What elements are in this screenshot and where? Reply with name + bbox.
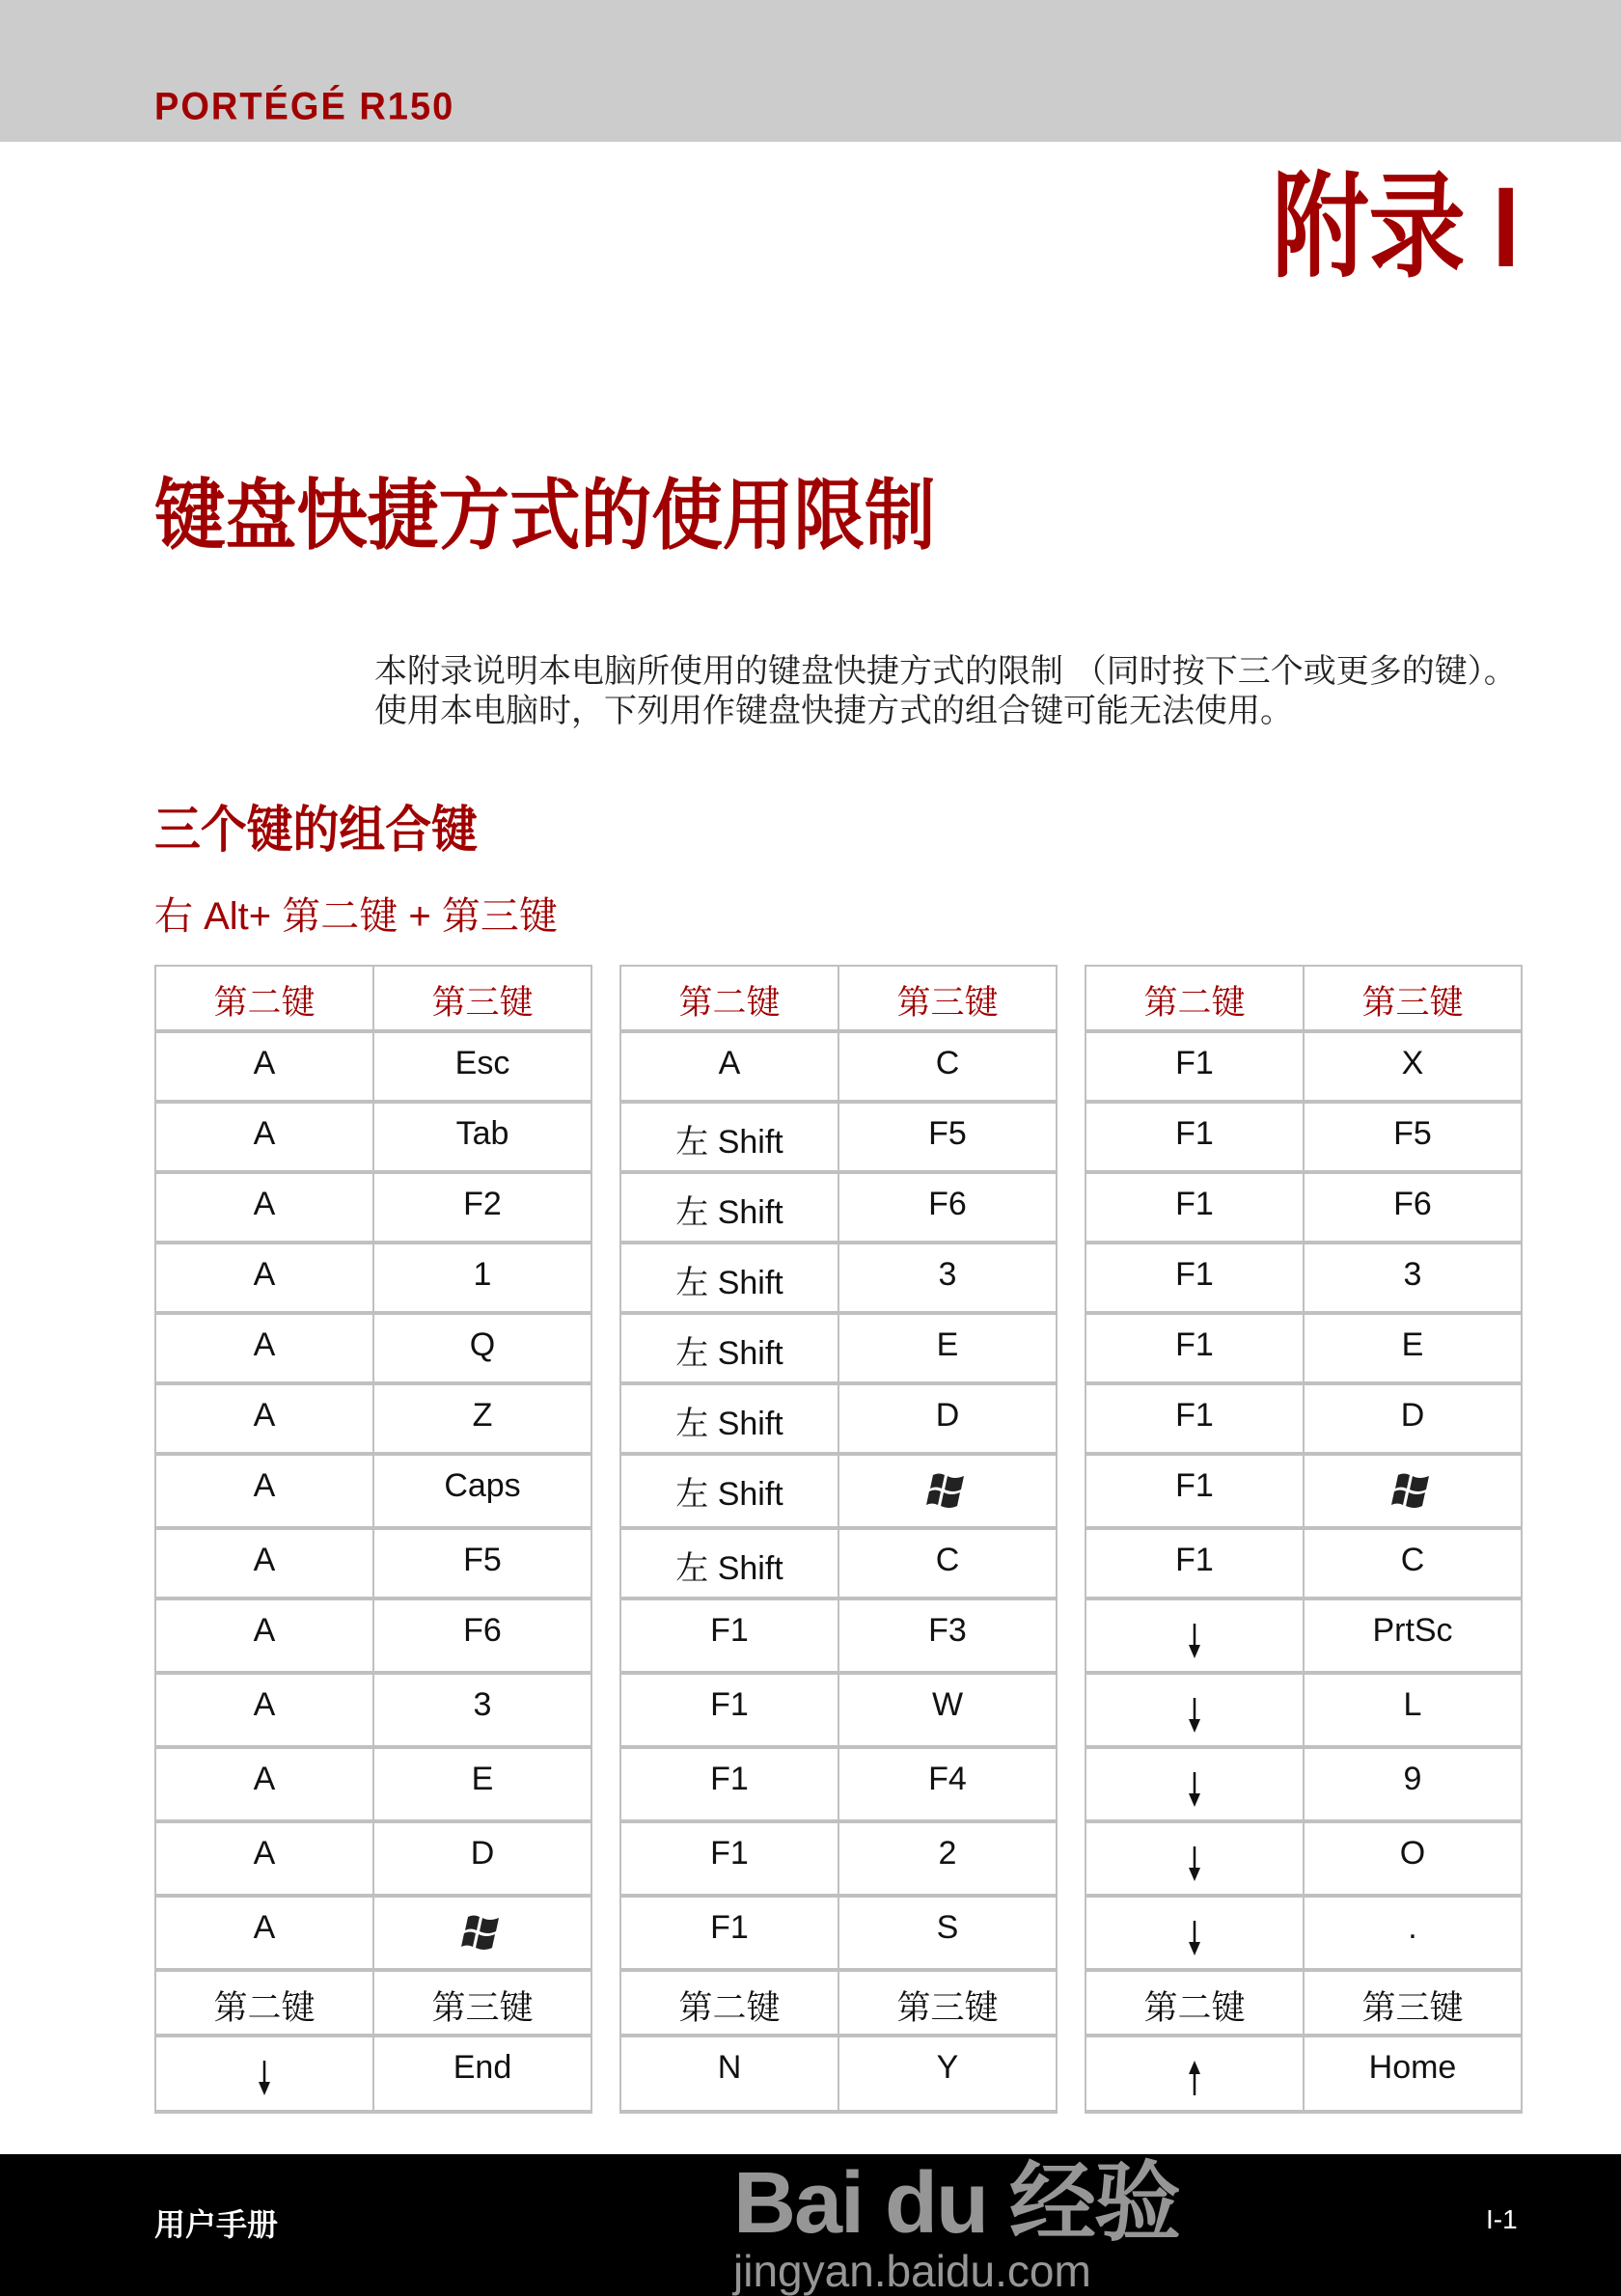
key-cell: 2	[838, 1821, 1057, 1896]
header-row	[155, 1970, 591, 2036]
key-cell: F6	[838, 1172, 1057, 1243]
key-cell	[1085, 1673, 1304, 1747]
key-cell: F1	[1085, 1243, 1304, 1313]
down-arrow-icon	[1185, 1631, 1204, 1668]
key-cell: F2	[373, 1172, 591, 1243]
table-row	[155, 1383, 591, 1454]
key-cell: A	[155, 1031, 373, 1102]
key-cell: E	[1304, 1313, 1522, 1383]
table-row	[1085, 1031, 1522, 1102]
key-cell: F1	[1085, 1383, 1304, 1454]
key-cell: N	[620, 2036, 838, 2112]
shortcut-table-3	[1085, 965, 1523, 2114]
key-cell: D	[838, 1383, 1057, 1454]
key-cell: 左 Shift	[620, 1102, 838, 1172]
column-header: 第二键	[155, 966, 373, 1031]
table-row	[620, 1243, 1057, 1313]
table-row	[155, 1031, 591, 1102]
key-cell	[1085, 2036, 1304, 2112]
table-row	[1085, 1599, 1522, 1673]
table-row	[155, 1747, 591, 1821]
column-header: 第三键	[1304, 1970, 1522, 2036]
key-cell: 左 Shift	[620, 1243, 838, 1313]
table-row	[620, 1821, 1057, 1896]
key-cell: F6	[373, 1599, 591, 1673]
down-arrow-icon	[255, 2068, 274, 2105]
key-cell	[1085, 1821, 1304, 1896]
key-cell	[1085, 1599, 1304, 1673]
key-cell	[1304, 1454, 1522, 1528]
key-cell: .	[1304, 1896, 1522, 1970]
subsection-heading: 右 Alt+ 第二键 + 第三键	[154, 895, 558, 938]
key-cell: 左 Shift	[620, 1383, 838, 1454]
key-cell: F1	[1085, 1031, 1304, 1102]
table-row	[155, 1896, 591, 1970]
watermark-url: jingyan.baidu.com	[733, 2246, 1091, 2296]
key-cell: A	[155, 1383, 373, 1454]
key-cell: 左 Shift	[620, 1172, 838, 1243]
table-row	[620, 1031, 1057, 1102]
column-header: 第三键	[373, 1970, 591, 2036]
table-row	[1085, 1383, 1522, 1454]
table-row	[1085, 1313, 1522, 1383]
brand-name: PORTÉGÉ R150	[154, 85, 455, 129]
key-cell: 左 Shift	[620, 1313, 838, 1383]
key-cell: Tab	[373, 1102, 591, 1172]
table-row	[1085, 1528, 1522, 1599]
table-row	[620, 1313, 1057, 1383]
column-header: 第二键	[155, 1970, 373, 2036]
footer-manual-label: 用户手册	[154, 2207, 279, 2242]
key-cell: F1	[620, 1821, 838, 1896]
table-row	[1085, 1172, 1522, 1243]
column-header: 第三键	[838, 1970, 1057, 2036]
table-row	[620, 2036, 1057, 2112]
key-cell: 9	[1304, 1747, 1522, 1821]
table-row	[155, 1821, 591, 1896]
key-cell: 左 Shift	[620, 1528, 838, 1599]
table-row	[155, 1528, 591, 1599]
key-cell: A	[155, 1313, 373, 1383]
key-cell: 3	[838, 1243, 1057, 1313]
key-cell: L	[1304, 1673, 1522, 1747]
watermark-logo: Bai du 经验	[733, 2155, 1180, 2252]
key-cell	[1085, 1747, 1304, 1821]
header-row	[155, 966, 591, 1031]
key-cell: F1	[1085, 1313, 1304, 1383]
up-arrow-icon	[1185, 2068, 1204, 2105]
key-cell: F4	[838, 1747, 1057, 1821]
key-cell	[155, 2036, 373, 2112]
table-row	[155, 2036, 591, 2112]
column-header: 第三键	[838, 966, 1057, 1031]
table-row	[1085, 2036, 1522, 2112]
column-header: 第二键	[1085, 1970, 1304, 2036]
key-cell: 3	[373, 1673, 591, 1747]
shortcut-table-2	[619, 965, 1058, 2114]
table-row	[620, 1454, 1057, 1528]
key-cell	[373, 1896, 591, 1970]
column-header: 第三键	[373, 966, 591, 1031]
key-cell: 3	[1304, 1243, 1522, 1313]
key-cell	[1085, 1896, 1304, 1970]
key-cell: E	[838, 1313, 1057, 1383]
table-row	[620, 1102, 1057, 1172]
table-row	[1085, 1102, 1522, 1172]
page-header-band	[0, 0, 1621, 142]
key-cell: E	[373, 1747, 591, 1821]
down-arrow-icon	[1185, 1854, 1204, 1891]
key-cell: A	[155, 1673, 373, 1747]
header-row	[620, 966, 1057, 1031]
shortcut-table-1	[154, 965, 592, 2114]
table-row	[155, 1313, 591, 1383]
key-cell: F1	[620, 1673, 838, 1747]
column-header: 第二键	[620, 1970, 838, 2036]
key-cell: A	[155, 1243, 373, 1313]
key-cell: F5	[838, 1102, 1057, 1172]
key-cell: F1	[1085, 1454, 1304, 1528]
key-cell: A	[620, 1031, 838, 1102]
key-cell: A	[155, 1599, 373, 1673]
column-header: 第二键	[1085, 966, 1304, 1031]
key-cell: O	[1304, 1821, 1522, 1896]
key-cell: F5	[1304, 1102, 1522, 1172]
key-cell: 1	[373, 1243, 591, 1313]
table-row	[155, 1243, 591, 1313]
table-row	[155, 1673, 591, 1747]
key-cell: C	[838, 1031, 1057, 1102]
table-row	[1085, 1673, 1522, 1747]
section-heading: 三个键的组合键	[154, 803, 478, 859]
key-cell: A	[155, 1747, 373, 1821]
table-row	[1085, 1747, 1522, 1821]
key-cell: F3	[838, 1599, 1057, 1673]
table-row	[1085, 1896, 1522, 1970]
table-row	[1085, 1821, 1522, 1896]
key-cell: W	[838, 1673, 1057, 1747]
header-row	[620, 1970, 1057, 2036]
appendix-label: 附录 I	[1272, 164, 1520, 291]
key-cell: A	[155, 1821, 373, 1896]
table-row	[620, 1599, 1057, 1673]
page-title: 键盘快捷方式的使用限制	[154, 473, 936, 559]
table-row	[620, 1528, 1057, 1599]
table-row	[1085, 1454, 1522, 1528]
page-number: I-1	[1486, 2204, 1518, 2234]
key-cell: A	[155, 1528, 373, 1599]
table-row	[1085, 1243, 1522, 1313]
key-cell: End	[373, 2036, 591, 2112]
key-cell: F1	[620, 1747, 838, 1821]
column-header: 第二键	[620, 966, 838, 1031]
windows-logo-icon	[1390, 1481, 1435, 1517]
table-row	[620, 1747, 1057, 1821]
down-arrow-icon	[1185, 1928, 1204, 1965]
key-cell: PrtSc	[1304, 1599, 1522, 1673]
intro-paragraph: 本附录说明本电脑所使用的键盘快捷方式的限制 （同时按下三个或更多的键）。使用本电脑时，下列用作键盘快捷方式的组合键可能无法使用。	[374, 652, 1517, 730]
key-cell: Esc	[373, 1031, 591, 1102]
windows-logo-icon	[925, 1481, 970, 1517]
key-cell: F1	[1085, 1528, 1304, 1599]
key-cell: F5	[373, 1528, 591, 1599]
table-row	[155, 1172, 591, 1243]
key-cell: Y	[838, 2036, 1057, 2112]
key-cell: A	[155, 1896, 373, 1970]
table-row	[620, 1896, 1057, 1970]
table-row	[620, 1673, 1057, 1747]
key-cell: Home	[1304, 2036, 1522, 2112]
key-cell: F6	[1304, 1172, 1522, 1243]
key-cell: A	[155, 1172, 373, 1243]
down-arrow-icon	[1185, 1706, 1204, 1742]
column-header: 第三键	[1304, 966, 1522, 1031]
header-row	[1085, 1970, 1522, 2036]
table-row	[620, 1172, 1057, 1243]
key-cell: Caps	[373, 1454, 591, 1528]
key-cell: F1	[1085, 1172, 1304, 1243]
table-row	[155, 1599, 591, 1673]
table-row	[620, 1383, 1057, 1454]
windows-logo-icon	[460, 1923, 505, 1959]
table-row	[155, 1454, 591, 1528]
header-row	[1085, 966, 1522, 1031]
key-cell: Q	[373, 1313, 591, 1383]
key-cell: F1	[620, 1599, 838, 1673]
key-cell: A	[155, 1102, 373, 1172]
key-cell: Z	[373, 1383, 591, 1454]
key-cell	[838, 1454, 1057, 1528]
down-arrow-icon	[1185, 1780, 1204, 1817]
key-cell: C	[1304, 1528, 1522, 1599]
key-cell: C	[838, 1528, 1057, 1599]
key-cell: A	[155, 1454, 373, 1528]
key-cell: F1	[620, 1896, 838, 1970]
key-cell: 左 Shift	[620, 1454, 838, 1528]
key-cell: D	[1304, 1383, 1522, 1454]
page-footer	[0, 2154, 1621, 2296]
key-cell: F1	[1085, 1102, 1304, 1172]
key-cell: D	[373, 1821, 591, 1896]
table-row	[155, 1102, 591, 1172]
key-cell: X	[1304, 1031, 1522, 1102]
key-cell: S	[838, 1896, 1057, 1970]
